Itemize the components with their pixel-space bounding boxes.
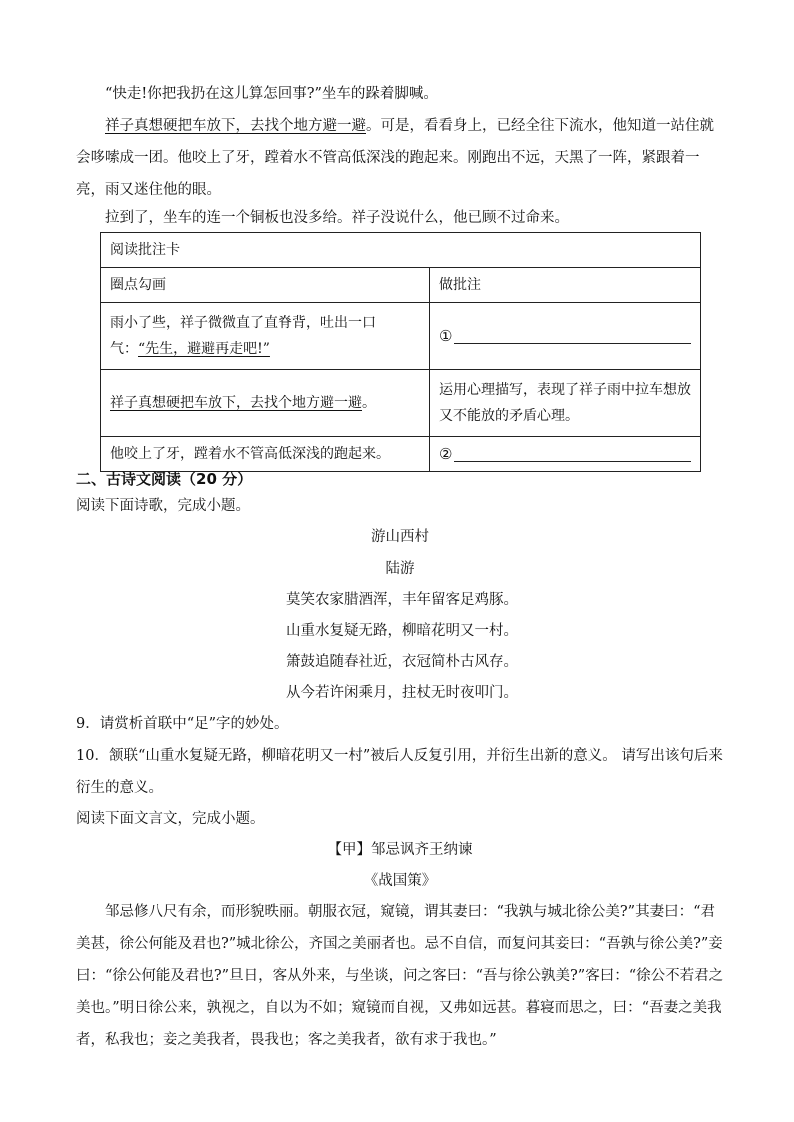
paragraph-2 <box>76 110 724 206</box>
card-row-2 <box>101 370 701 437</box>
paragraph-3: 拉到了，坐车的连一个铜板也没多给。祥子没说什么，他已顾不过命来。 <box>105 210 569 226</box>
annotation-card-table <box>100 232 701 472</box>
poem-intro: 阅读下面诗歌，完成小题。 <box>76 498 250 514</box>
circled-number-1: ① <box>439 327 453 345</box>
answer-blank-1[interactable] <box>439 323 691 349</box>
answer-line-1[interactable] <box>454 329 691 344</box>
question-9: 9．请赏析首联中“足”字的妙处。 <box>76 716 289 732</box>
poem-title: 游山西村 <box>371 529 429 545</box>
card-header-row <box>101 268 701 303</box>
poem-author: 陆游 <box>385 561 415 577</box>
answer-blank-2[interactable] <box>439 441 691 467</box>
card-title: 阅读批注卡 <box>101 233 701 268</box>
card-row-2-left <box>101 370 430 437</box>
prose-intro: 阅读下面文言文，完成小题。 <box>76 811 265 827</box>
card-header-left: 圈点勾画 <box>101 268 430 303</box>
card-row-1-left <box>101 303 430 370</box>
paragraph-2-rest: 。可是，看看身上，已经全往下流水，他知道一站住就会哆嗦成一团。他咬上了牙，蹚着水不管高低深浅的跑起来。刚跑出不远，天黑了一阵，紧跟着一亮，雨又迷住他的眼。 <box>76 118 714 198</box>
answer-line-2[interactable] <box>454 447 691 462</box>
prose-title: 【甲】邹忌讽齐王纳谏 <box>327 842 473 858</box>
card-header-right: 做批注 <box>430 268 701 303</box>
underlined-sentence: 祥子真想硬把车放下，去找个地方避一避 <box>105 118 366 134</box>
card-row-1 <box>101 303 701 370</box>
card-row-1-left-text: 雨小了些，祥子微微直了直脊背，吐出一口气： <box>110 315 376 357</box>
prose-text: 邹忌修八尺有余，而形貌昳丽。朝服衣冠，窥镜，谓其妻曰：“我孰与城北徐公美?”其妻曰：“君美甚，徐公何能及君也?”城北徐公，齐国之美丽者也。忌不自信，而复问其妾曰：“吾孰与徐公美?”妾曰：“徐公何能及君也?”旦日，客从外来，与坐谈，问之客曰：“吾与徐公孰美?”客曰：“徐公不若君之美也。”明日徐公来，孰视之，自以为不如；窥镜而自视，又弗如远甚。暮寝而思之，曰：“吾妻之美我者，私我也；妾之美我者，畏我也；客之美我者，欲有求于我也。” <box>76 904 724 1048</box>
section-2-title: 二、古诗文阅读（20 分） <box>76 470 253 488</box>
paragraph-1: “快走!你把我扔在这儿算怎回事?”坐车的跺着脚喊。 <box>105 86 438 102</box>
poem-line-2: 山重水复疑无路，柳暗花明又一村。 <box>286 623 518 639</box>
card-title-row <box>101 233 701 268</box>
question-10: 10．颔联“山重水复疑无路，柳暗花明又一村”被后人反复引用，并衍生出新的意义。 请写出该句后来衍生的意义。 <box>76 748 723 796</box>
card-row-1-right[interactable] <box>430 303 701 370</box>
poem-line-3: 箫鼓追随春社近，衣冠简朴古风存。 <box>286 654 518 670</box>
card-row-1-left-quote: “先生，避避再走吧!” <box>138 341 270 357</box>
poem-line-4: 从今若许闲乘月，拄杖无时夜叩门。 <box>286 685 518 701</box>
card-row-2-left-quote: 祥子真想硬把车放下，去找个地方避一避 <box>110 395 362 411</box>
card-row-2-right: 运用心理描写，表现了祥子雨中拉车想放又不能放的矛盾心理。 <box>430 370 701 437</box>
card-row-3-right[interactable] <box>430 437 701 472</box>
card-row-3-left: 他咬上了牙，蹚着水不管高低深浅的跑起来。 <box>101 437 430 472</box>
card-row-2-left-text: 。 <box>362 395 376 411</box>
prose-source: 《战国策》 <box>363 873 437 889</box>
poem-line-1: 莫笑农家腊酒浑，丰年留客足鸡豚。 <box>286 592 518 608</box>
circled-number-2: ② <box>439 445 453 463</box>
